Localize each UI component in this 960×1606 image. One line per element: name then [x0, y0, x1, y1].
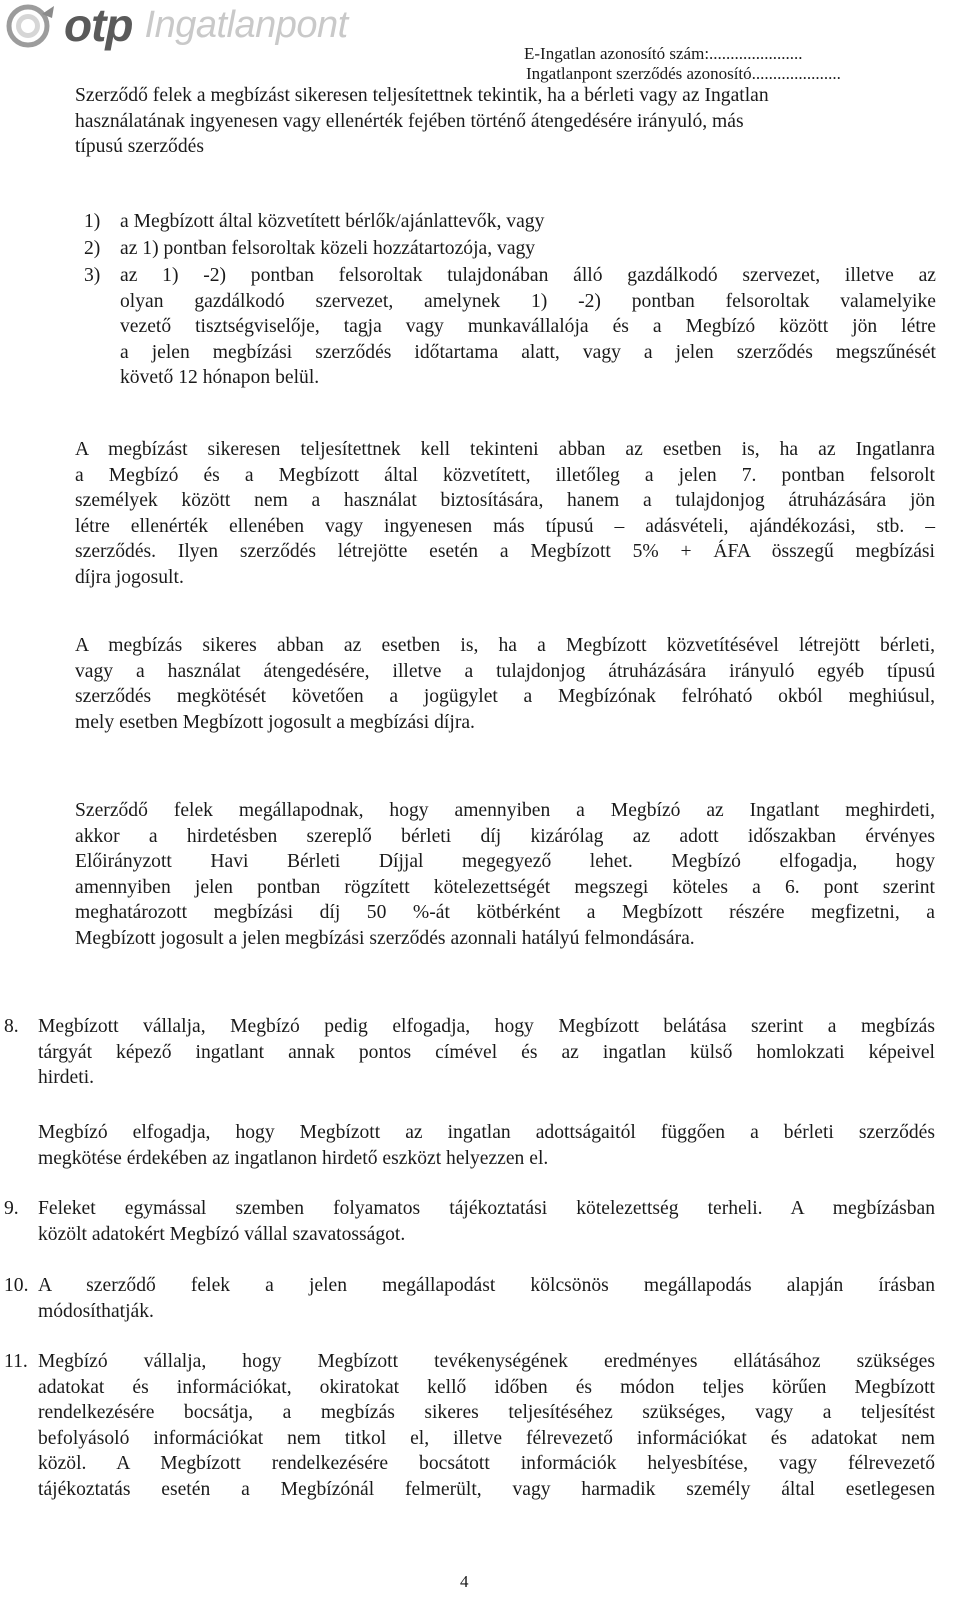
paragraph-advertising-rent: [75, 798, 935, 951]
text-line: akkor a hirdetésben szereplő bérleti díj kizárólag az adott időszakban érvényes: [75, 825, 935, 847]
text-line: közölt adatokért Megbízó vállal szavatosságot.: [38, 1223, 406, 1245]
e-ingatlan-id-line: E-Ingatlan azonosító szám:......................: [524, 44, 803, 63]
text-line: Szerződő felek megállapodnak, hogy amennyiben a Megbízó az Ingatlant meghirdeti,: [75, 800, 935, 821]
clause-11: [4, 1349, 935, 1502]
text-line: követő 12 hónapon belül.: [120, 367, 320, 388]
text-line: használatának ingyenesen vagy ellenérték fejében történő átengedésére irányuló, más: [75, 110, 744, 132]
text-line: Megbízott vállalja, Megbízó pedig elfogadja, hogy Megbízott belátása szerint a megbízás: [38, 1016, 935, 1037]
clause-8-subparagraph: [38, 1120, 935, 1171]
otp-logo-mark-icon: [2, 0, 60, 50]
condition-number: 2): [84, 238, 101, 259]
clause-10: [4, 1273, 935, 1324]
text-line: személyek között nem a használat biztosítására, hanem a tulajdonjog átruházására jön: [75, 490, 935, 511]
clause-number: 11.: [4, 1351, 28, 1372]
text-line: Szerződő felek a megbízást sikeresen teljesítettnek tekintik, ha a bérleti vagy az Ingatlan: [75, 85, 769, 106]
clause-number: 8.: [4, 1016, 19, 1037]
ingatlanpont-contract-id-line: Ingatlanpont szerződés azonosító.....................: [526, 64, 841, 83]
text-line: mely esetben Megbízott jogosult a megbízási díjra.: [75, 711, 475, 733]
text-line: megkötése érdekében az ingatlanon hirdető eszközt helyezzen el.: [38, 1147, 549, 1169]
condition-number: 1): [84, 211, 101, 232]
document-identifiers: [524, 44, 841, 84]
text-line: létre ellenérték ellenében vagy ingyenesen más típusú – adásvételi, ajándékozási, stb. –: [75, 515, 935, 537]
text-line: a jelen megbízási szerződés időtartama alatt, vagy a jelen szerződés megszűnését: [120, 341, 936, 363]
text-line: szerződés. Ilyen szerződés létrejötte esetén a Megbízott 5% + ÁFA összegű megbízási: [75, 541, 935, 562]
clause-number: 10.: [4, 1275, 29, 1296]
text-line: vezető tisztségviselője, tagja vagy munkavállalója és a Megbízó között jön létre: [120, 316, 936, 337]
text-line: a Megbízott által közvetített bérlők/ajánlattevők, vagy: [120, 211, 545, 232]
otp-ingatlanpont-logo: [2, 0, 348, 50]
text-line: A szerződő felek a jelen megállapodást kölcsönös megállapodás alapján írásban: [38, 1275, 935, 1296]
text-line: az 1) pontban felsoroltak közeli hozzátartozója, vagy: [120, 238, 536, 259]
text-line: vagy a használat átengedésére, illetve a tulajdonjog átruházására irányuló egyéb típusú: [75, 660, 935, 682]
text-line: befolyásoló információkat nem titkol el, illetve félrevezető információkat és adatokat nem: [38, 1427, 935, 1449]
text-line: a Megbízó és a Megbízott által közvetített, illetőleg a jelen 7. pontban felsorolt: [75, 464, 935, 486]
clause-9: [4, 1196, 935, 1247]
text-line: típusú szerződés: [75, 136, 204, 157]
text-line: meghatározott megbízási díj 50 %-át kötbérként a Megbízott részére megfizetni, a: [75, 902, 935, 923]
paragraph-failed-transaction: [75, 633, 935, 735]
text-line: Megbízott jogosult a jelen megbízási szerződés azonnali hatályú felmondására.: [75, 927, 695, 949]
text-line: módosíthatják.: [38, 1300, 154, 1322]
text-line: A megbízást sikeresen teljesítettnek kell tekinteni abban az esetben is, ha az Ingatlanra: [75, 439, 935, 460]
clause-8: [4, 1014, 935, 1091]
text-line: Megbízó vállalja, hogy Megbízott tevékenységének eredményes ellátásához szükséges: [38, 1351, 935, 1372]
text-line: közöl. A Megbízott rendelkezésére bocsátott információk helyesbítése, vagy félrevezető: [38, 1453, 935, 1474]
text-line: rendelkezésére bocsátja, a megbízás sikeres teljesítéséhez szükséges, vagy a teljesítést: [38, 1402, 935, 1423]
logo-brand-text: otp: [64, 0, 133, 51]
text-line: Feleket egymással szemben folyamatos tájékoztatási kötelezettség terheli. A megbízásban: [38, 1198, 935, 1219]
text-line: Előirányzott Havi Bérleti Díjjal megegyező lehet. Megbízó elfogadja, hogy: [75, 851, 935, 872]
text-line: az 1) -2) pontban felsoroltak tulajdonában álló gazdálkodó szervezet, illetve az: [120, 265, 936, 286]
text-line: amennyiben jelen pontban rögzített kötelezettségét megszegi köteles a 6. pont szerint: [75, 876, 935, 898]
condition-item-2: [84, 236, 936, 262]
text-line: hirdeti.: [38, 1067, 95, 1088]
text-line: adatokat és információkat, okiratokat kellő időben és módon teljes körűen Megbízott: [38, 1376, 935, 1398]
condition-item-1: [84, 209, 936, 235]
condition-item-3: [84, 263, 936, 391]
condition-number: 3): [84, 265, 101, 286]
text-line: tárgyát képező ingatlant annak pontos címével és az ingatlan külső homlokzati képeivel: [38, 1041, 935, 1063]
text-line: Megbízó elfogadja, hogy Megbízott az ingatlan adottságaitól függően a bérleti szerződés: [38, 1122, 935, 1143]
paragraph-ownership-transfer: [75, 437, 935, 590]
text-line: tájékoztatás esetén a Megbízónál felmerült, vagy harmadik személy által esetlegesen: [38, 1478, 935, 1500]
text-line: díjra jogosult.: [75, 566, 184, 588]
text-line: szerződés megkötését követően a jogügylet a Megbízónak felróható okból meghiúsul,: [75, 686, 935, 707]
clause-number: 9.: [4, 1198, 19, 1219]
logo-sub-text: Ingatlanpont: [144, 4, 348, 46]
text-line: olyan gazdálkodó szervezet, amelynek 1) -2) pontban felsoroltak valamelyike: [120, 290, 936, 312]
page-number: 4: [460, 1572, 469, 1591]
text-line: A megbízás sikeres abban az esetben is, ha a Megbízott közvetítésével létrejött bérleti,: [75, 635, 935, 656]
intro-paragraph: [75, 83, 935, 160]
